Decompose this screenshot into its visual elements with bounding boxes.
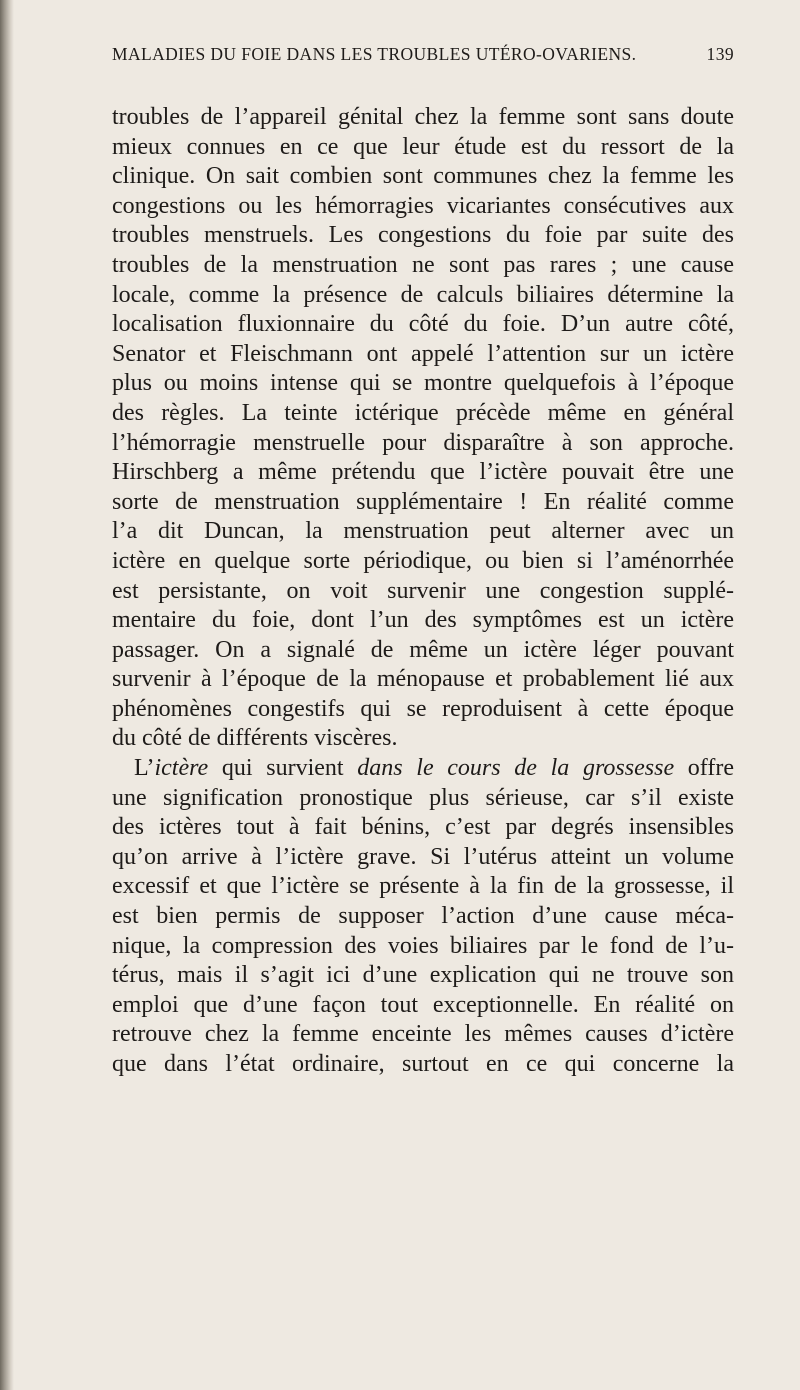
text-line: phénomènes congestifs qui se reproduisent à cette époque (112, 695, 734, 722)
text-line: une signification pronostique plus sérieuse, car s’il existe (112, 784, 734, 811)
text-line: troubles de l’appareil génital chez la femme sont sans doute (112, 104, 734, 130)
paragraph-2 (112, 754, 734, 1080)
text-line: troubles de la menstruation ne sont pas rares ; une cause (112, 251, 734, 278)
text-line: survenir à l’époque de la ménopause et probablement lié aux (112, 666, 734, 693)
text-line: emploi que d’une façon tout exceptionnelle. En réalité on (112, 991, 734, 1018)
text-line: sorte de menstruation supplémentaire ! En réalité comme (112, 488, 734, 515)
text-line-first (112, 754, 734, 784)
article: L’ (134, 755, 155, 782)
body-text (112, 103, 734, 1080)
text-line: clinique. On sait combien sont communes chez la femme les (112, 163, 734, 190)
text-line: des règles. La teinte ictérique précède même en général (112, 399, 734, 426)
text-line: est bien permis de supposer l’action d’une cause méca- (112, 903, 734, 930)
text-line: l’a dit Duncan, la menstruation peut alterner avec un (112, 518, 734, 545)
italic-phrase: dans le cours de la grossesse (357, 755, 675, 782)
text-line: localisation fluxionnaire du côté du foie. D’un autre côté, (112, 311, 734, 338)
text-line: passager. On a signalé de même un ictère léger pouvant (112, 636, 734, 663)
text-line: Hirschberg a même prétendu que l’ictère pouvait être une (112, 459, 734, 486)
text-line: Senator et Fleischmann ont appelé l’attention sur un ictère (112, 340, 734, 367)
italic-term: ictère (154, 755, 209, 782)
text-line: que dans l’état ordinaire, surtout en ce qui concerne la (112, 1051, 734, 1077)
running-head (112, 44, 734, 70)
paragraph-1 (112, 103, 734, 754)
text-line: est persistante, on voit survenir une congestion supplé- (112, 577, 734, 604)
text-line: troubles menstruels. Les congestions du foie par suite des (112, 222, 734, 249)
text-line: des ictères tout à fait bénins, c’est par degrés insensibles (112, 814, 734, 841)
text-line: retrouve chez la femme enceinte les mêmes causes d’ictère (112, 1021, 734, 1048)
page-number: 139 (706, 44, 734, 64)
text-line: nique, la compression des voies biliaires par le fond de l’u- (112, 932, 734, 959)
text-line: plus ou moins intense qui se montre quelquefois à l’époque (112, 370, 734, 397)
text-line: du côté de différents viscères. (112, 725, 398, 752)
text-line: mieux connues en ce que leur étude est du ressort de la (112, 133, 734, 160)
text-line: ictère en quelque sorte périodique, ou bien si l’aménorrhée (112, 547, 734, 574)
text-line: térus, mais il s’agit ici d’une explication qui ne trouve son (112, 962, 734, 989)
text-line: excessif et que l’ictère se présente à la fin de la grossesse, il (112, 873, 734, 900)
text-line: qu’on arrive à l’ictère grave. Si l’utérus atteint un volume (112, 843, 734, 870)
running-title: MALADIES DU FOIE DANS LES TROUBLES UTÉRO-OVARIENS. (112, 44, 637, 64)
text-line: l’hémorragie menstruelle pour disparaître à son approche. (112, 429, 734, 456)
line-text: qui survient (208, 755, 358, 782)
line-text: offre (674, 755, 734, 782)
text-line: mentaire du foie, dont l’un des symptômes est un ictère (112, 607, 734, 634)
text-line: congestions ou les hémorragies vicariantes consécutives aux (112, 192, 734, 219)
text-line: locale, comme la présence de calculs biliaires détermine la (112, 281, 734, 308)
